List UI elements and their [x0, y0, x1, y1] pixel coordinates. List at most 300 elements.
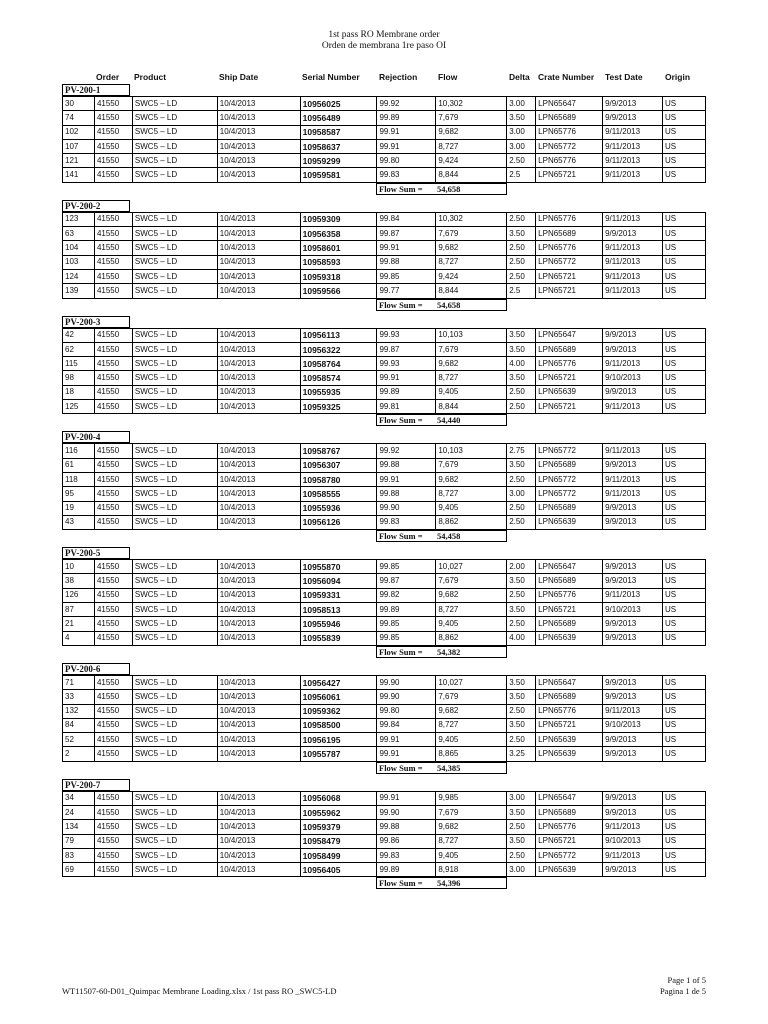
test-date-cell: 9/9/2013: [603, 574, 663, 588]
delta-cell: 3.50: [507, 342, 536, 356]
position-cell: 83: [63, 848, 95, 862]
test-date-cell: 9/11/2013: [603, 139, 663, 153]
rejection-cell: 99.93: [377, 357, 436, 371]
rejection-cell: 99.92: [377, 97, 436, 111]
product-cell: SWC5 – LD: [132, 515, 217, 529]
crate-number-cell: LPN65689: [536, 690, 603, 704]
order-cell: 41550: [94, 139, 132, 153]
flow-sum-label: Flow Sum =: [379, 878, 423, 889]
test-date-cell: 9/9/2013: [603, 111, 663, 125]
origin-cell: US: [663, 574, 706, 588]
delta-cell: 3.50: [507, 227, 536, 241]
delta-cell: 3.00: [507, 97, 536, 111]
table-row: [63, 603, 706, 617]
test-date-cell: 9/9/2013: [603, 501, 663, 515]
test-date-cell: 9/10/2013: [603, 371, 663, 385]
order-cell: 41550: [94, 515, 132, 529]
ship-date-cell: 10/4/2013: [217, 515, 300, 529]
position-cell: 115: [63, 357, 95, 371]
vessel-group-label: PV-200-5: [62, 547, 130, 559]
table-row: [63, 834, 706, 848]
table-row: [63, 385, 706, 399]
serial-number-cell: 10956307: [300, 458, 377, 472]
origin-cell: US: [662, 444, 705, 458]
origin-cell: US: [663, 791, 706, 805]
table-row: [63, 212, 706, 226]
ship-date-cell: 10/4/2013: [217, 400, 300, 414]
rejection-cell: 99.83: [377, 168, 436, 182]
position-cell: 84: [63, 718, 95, 732]
order-cell: 41550: [94, 791, 132, 805]
crate-number-cell: LPN65772: [536, 472, 603, 486]
flow-cell: 9,424: [436, 269, 507, 283]
order-cell: 41550: [94, 472, 132, 486]
crate-number-cell: LPN65647: [536, 328, 603, 342]
col-header-flow: Flow: [438, 72, 458, 82]
table-row: [63, 241, 706, 255]
flow-cell: 10,302: [436, 97, 507, 111]
ship-date-cell: 10/4/2013: [217, 328, 300, 342]
origin-cell: US: [663, 805, 706, 819]
product-cell: SWC5 – LD: [132, 385, 217, 399]
serial-number-cell: 10956427: [300, 675, 377, 689]
serial-number-cell: 10959362: [300, 704, 377, 718]
ship-date-cell: 10/4/2013: [217, 385, 300, 399]
position-cell: 19: [63, 501, 95, 515]
table-row: [63, 704, 706, 718]
test-date-cell: 9/11/2013: [603, 487, 663, 501]
flow-sum-box: [376, 761, 507, 774]
product-cell: SWC5 – LD: [132, 718, 217, 732]
table-row: [63, 848, 706, 862]
flow-cell: 9,405: [436, 733, 507, 747]
test-date-cell: 9/9/2013: [603, 791, 663, 805]
page-number-en: Page 1 of 5: [667, 975, 706, 985]
product-cell: SWC5 – LD: [132, 675, 217, 689]
ship-date-cell: 10/4/2013: [217, 560, 300, 574]
order-cell: 41550: [94, 805, 132, 819]
rejection-cell: 99.87: [377, 342, 436, 356]
position-cell: 74: [63, 111, 95, 125]
delta-cell: 2.50: [507, 385, 536, 399]
test-date-cell: 9/9/2013: [603, 560, 663, 574]
crate-number-cell: LPN65689: [536, 111, 603, 125]
delta-cell: 2.50: [507, 472, 536, 486]
order-cell: 41550: [94, 255, 132, 269]
position-cell: 30: [63, 97, 95, 111]
crate-number-cell: LPN65776: [536, 588, 603, 602]
delta-cell: 2.50: [507, 820, 536, 834]
serial-number-cell: 10958500: [300, 718, 377, 732]
flow-cell: 8,844: [436, 400, 507, 414]
flow-cell: 10,103: [436, 328, 507, 342]
serial-number-cell: 10958780: [300, 472, 377, 486]
vessel-group: [62, 663, 706, 775]
table-row: [63, 631, 706, 645]
table-row: [63, 617, 706, 631]
order-cell: 41550: [94, 97, 132, 111]
ship-date-cell: 10/4/2013: [217, 603, 300, 617]
test-date-cell: 9/11/2013: [603, 212, 663, 226]
ship-date-cell: 10/4/2013: [217, 574, 300, 588]
position-cell: 107: [63, 139, 95, 153]
serial-number-cell: 10959318: [300, 269, 377, 283]
product-cell: SWC5 – LD: [132, 154, 217, 168]
col-header-product: Product: [134, 72, 167, 82]
serial-number-cell: 10959325: [300, 400, 377, 414]
ship-date-cell: 10/4/2013: [217, 487, 300, 501]
rejection-cell: 99.90: [377, 675, 436, 689]
serial-number-cell: 10955839: [300, 631, 377, 645]
origin-cell: US: [663, 631, 706, 645]
crate-number-cell: LPN65772: [536, 848, 603, 862]
ship-date-cell: 10/4/2013: [217, 284, 300, 298]
position-cell: 10: [63, 560, 95, 574]
delta-cell: 2.00: [507, 560, 536, 574]
serial-number-cell: 10958593: [300, 255, 377, 269]
delta-cell: 3.25: [507, 747, 536, 761]
order-cell: 41550: [94, 704, 132, 718]
footer-filename: WT11507-60-D01_Quimpac Membrane Loading.xlsx / 1st pass RO _SWC5-LD: [62, 986, 337, 996]
table-row: [63, 487, 706, 501]
product-cell: SWC5 – LD: [132, 834, 217, 848]
order-cell: 41550: [94, 848, 132, 862]
order-cell: 41550: [94, 227, 132, 241]
ship-date-cell: 10/4/2013: [217, 588, 300, 602]
ship-date-cell: 10/4/2013: [217, 472, 300, 486]
ship-date-cell: 10/4/2013: [217, 255, 300, 269]
crate-number-cell: LPN65776: [536, 357, 603, 371]
ship-date-cell: 10/4/2013: [217, 269, 300, 283]
delta-cell: 2.5: [507, 168, 536, 182]
flow-sum-label: Flow Sum =: [379, 531, 423, 542]
flow-cell: 9,405: [436, 848, 507, 862]
delta-cell: 3.50: [507, 603, 536, 617]
delta-cell: 3.50: [507, 574, 536, 588]
origin-cell: US: [663, 97, 706, 111]
crate-number-cell: LPN65647: [536, 97, 603, 111]
crate-number-cell: LPN65721: [536, 269, 603, 283]
product-cell: SWC5 – LD: [132, 690, 217, 704]
order-cell: 41550: [94, 111, 132, 125]
order-cell: 41550: [94, 269, 132, 283]
ship-date-cell: 10/4/2013: [217, 631, 300, 645]
test-date-cell: 9/11/2013: [603, 820, 663, 834]
flow-cell: 8,844: [436, 168, 507, 182]
crate-number-cell: LPN65772: [536, 255, 603, 269]
origin-cell: US: [662, 472, 705, 486]
table-row: [63, 820, 706, 834]
serial-number-cell: 10956061: [300, 690, 377, 704]
col-header-ship-date: Ship Date: [219, 72, 259, 82]
table-row: [63, 444, 706, 458]
product-cell: SWC5 – LD: [132, 255, 217, 269]
delta-cell: 3.50: [507, 805, 536, 819]
vessel-group-label: PV-200-1: [62, 84, 130, 96]
position-cell: 61: [63, 458, 95, 472]
order-cell: 41550: [94, 444, 132, 458]
flow-cell: 10,027: [436, 675, 507, 689]
flow-cell: 7,679: [436, 111, 507, 125]
order-cell: 41550: [94, 342, 132, 356]
rejection-cell: 99.88: [377, 820, 436, 834]
position-cell: 139: [63, 284, 95, 298]
rejection-cell: 99.81: [377, 400, 436, 414]
position-cell: 103: [63, 255, 95, 269]
rejection-cell: 99.89: [377, 111, 436, 125]
table-row: [63, 515, 706, 529]
position-cell: 71: [63, 675, 95, 689]
flow-sum-row: [62, 530, 706, 543]
rejection-cell: 99.85: [377, 617, 436, 631]
product-cell: SWC5 – LD: [132, 704, 217, 718]
table-row: [63, 255, 706, 269]
ship-date-cell: 10/4/2013: [217, 357, 300, 371]
origin-cell: US: [663, 385, 706, 399]
table-row: [63, 342, 706, 356]
order-cell: 41550: [94, 385, 132, 399]
table-row: [63, 154, 706, 168]
column-header-row: [0, 72, 768, 84]
position-cell: 126: [63, 588, 95, 602]
test-date-cell: 9/9/2013: [603, 617, 663, 631]
flow-cell: 8,862: [436, 515, 507, 529]
test-date-cell: 9/10/2013: [603, 603, 663, 617]
delta-cell: 3.50: [507, 675, 536, 689]
delta-cell: 3.00: [507, 139, 536, 153]
origin-cell: US: [663, 675, 706, 689]
flow-sum-row: [62, 646, 706, 659]
vessel-group-label: PV-200-2: [62, 200, 130, 212]
rejection-cell: 99.86: [377, 834, 436, 848]
footer-page-info: [660, 975, 706, 997]
product-cell: SWC5 – LD: [132, 603, 217, 617]
rejection-cell: 99.89: [377, 863, 436, 877]
order-cell: 41550: [94, 371, 132, 385]
delta-cell: 3.50: [507, 111, 536, 125]
origin-cell: US: [663, 718, 706, 732]
order-cell: 41550: [94, 834, 132, 848]
origin-cell: US: [663, 560, 706, 574]
flow-cell: 10,302: [436, 212, 507, 226]
delta-cell: 3.00: [507, 863, 536, 877]
test-date-cell: 9/9/2013: [603, 733, 663, 747]
table-row: [63, 284, 706, 298]
delta-cell: 2.5: [507, 284, 536, 298]
rejection-cell: 99.84: [377, 212, 436, 226]
test-date-cell: 9/9/2013: [603, 515, 663, 529]
origin-cell: US: [663, 834, 706, 848]
delta-cell: 3.50: [507, 328, 536, 342]
col-header-order: Order: [96, 72, 120, 82]
origin-cell: US: [663, 400, 706, 414]
rejection-cell: 99.88: [377, 458, 436, 472]
flow-cell: 9,682: [436, 357, 507, 371]
order-cell: 41550: [94, 820, 132, 834]
table-row: [63, 675, 706, 689]
origin-cell: US: [663, 371, 706, 385]
flow-cell: 10,103: [436, 444, 507, 458]
delta-cell: 2.50: [507, 501, 536, 515]
order-cell: 41550: [94, 487, 132, 501]
test-date-cell: 9/11/2013: [603, 588, 663, 602]
rejection-cell: 99.91: [377, 241, 436, 255]
position-cell: 24: [63, 805, 95, 819]
delta-cell: 2.50: [507, 154, 536, 168]
serial-number-cell: 10955787: [300, 747, 377, 761]
serial-number-cell: 10956094: [300, 574, 377, 588]
rejection-cell: 99.87: [377, 574, 436, 588]
rejection-cell: 99.91: [377, 139, 436, 153]
product-cell: SWC5 – LD: [132, 139, 217, 153]
table-row: [63, 227, 706, 241]
table-row: [63, 97, 706, 111]
product-cell: SWC5 – LD: [132, 733, 217, 747]
delta-cell: 2.50: [507, 400, 536, 414]
membrane-table: [62, 443, 706, 530]
order-cell: 41550: [94, 125, 132, 139]
product-cell: SWC5 – LD: [132, 848, 217, 862]
origin-cell: US: [662, 487, 705, 501]
test-date-cell: 9/11/2013: [603, 255, 663, 269]
pressure-vessel-groups: [62, 84, 706, 894]
order-cell: 41550: [94, 284, 132, 298]
test-date-cell: 9/10/2013: [603, 718, 663, 732]
ship-date-cell: 10/4/2013: [217, 848, 300, 862]
flow-cell: 8,727: [436, 255, 507, 269]
test-date-cell: 9/11/2013: [603, 168, 663, 182]
table-row: [63, 472, 706, 486]
position-cell: 104: [63, 241, 95, 255]
rejection-cell: 99.91: [377, 371, 436, 385]
product-cell: SWC5 – LD: [132, 805, 217, 819]
position-cell: 141: [63, 168, 95, 182]
table-row: [63, 400, 706, 414]
serial-number-cell: 10955962: [300, 805, 377, 819]
product-cell: SWC5 – LD: [132, 588, 217, 602]
order-cell: 41550: [94, 603, 132, 617]
table-row: [63, 560, 706, 574]
table-row: [63, 690, 706, 704]
rejection-cell: 99.85: [377, 560, 436, 574]
test-date-cell: 9/11/2013: [603, 284, 663, 298]
product-cell: SWC5 – LD: [132, 284, 217, 298]
origin-cell: US: [663, 820, 706, 834]
crate-number-cell: LPN65639: [536, 747, 603, 761]
table-row: [63, 574, 706, 588]
serial-number-cell: 10959566: [300, 284, 377, 298]
rejection-cell: 99.90: [377, 501, 436, 515]
flow-sum-label: Flow Sum =: [379, 762, 423, 773]
position-cell: 4: [63, 631, 95, 645]
flow-sum-value: 54,396: [437, 878, 461, 889]
table-row: [63, 733, 706, 747]
product-cell: SWC5 – LD: [132, 227, 217, 241]
origin-cell: US: [663, 139, 706, 153]
position-cell: 79: [63, 834, 95, 848]
product-cell: SWC5 – LD: [132, 371, 217, 385]
order-cell: 41550: [94, 357, 132, 371]
crate-number-cell: LPN65721: [536, 284, 603, 298]
delta-cell: 2.50: [507, 704, 536, 718]
ship-date-cell: 10/4/2013: [217, 704, 300, 718]
position-cell: 121: [63, 154, 95, 168]
serial-number-cell: 10958767: [300, 444, 377, 458]
membrane-table: [62, 328, 706, 415]
order-cell: 41550: [94, 154, 132, 168]
ship-date-cell: 10/4/2013: [217, 863, 300, 877]
delta-cell: 3.50: [507, 458, 536, 472]
flow-cell: 7,679: [436, 227, 507, 241]
product-cell: SWC5 – LD: [132, 617, 217, 631]
position-cell: 123: [63, 212, 95, 226]
table-row: [63, 588, 706, 602]
crate-number-cell: LPN65776: [536, 820, 603, 834]
ship-date-cell: 10/4/2013: [217, 718, 300, 732]
ship-date-cell: 10/4/2013: [217, 501, 300, 515]
flow-cell: 9,405: [436, 501, 507, 515]
test-date-cell: 9/9/2013: [603, 675, 663, 689]
table-row: [63, 718, 706, 732]
crate-number-cell: LPN65689: [536, 342, 603, 356]
serial-number-cell: 10959309: [300, 212, 377, 226]
order-cell: 41550: [94, 631, 132, 645]
origin-cell: US: [663, 227, 706, 241]
test-date-cell: 9/9/2013: [603, 97, 663, 111]
flow-cell: 7,679: [436, 690, 507, 704]
position-cell: 124: [63, 269, 95, 283]
product-cell: SWC5 – LD: [132, 820, 217, 834]
crate-number-cell: LPN65721: [536, 718, 603, 732]
flow-cell: 9,985: [436, 791, 507, 805]
ship-date-cell: 10/4/2013: [217, 820, 300, 834]
table-row: [63, 111, 706, 125]
product-cell: SWC5 – LD: [132, 241, 217, 255]
delta-cell: 3.00: [507, 791, 536, 805]
flow-sum-value: 54,440: [437, 415, 461, 426]
crate-number-cell: LPN65647: [536, 560, 603, 574]
rejection-cell: 99.87: [377, 227, 436, 241]
test-date-cell: 9/10/2013: [603, 834, 663, 848]
flow-sum-box: [376, 413, 507, 426]
delta-cell: 3.50: [507, 371, 536, 385]
position-cell: 132: [63, 704, 95, 718]
origin-cell: US: [663, 617, 706, 631]
flow-sum-value: 54,658: [437, 299, 461, 310]
flow-cell: 7,679: [436, 458, 507, 472]
crate-number-cell: LPN65689: [536, 458, 603, 472]
delta-cell: 2.50: [507, 617, 536, 631]
serial-number-cell: 10955946: [300, 617, 377, 631]
rejection-cell: 99.90: [377, 690, 436, 704]
origin-cell: US: [663, 704, 706, 718]
delta-cell: 2.50: [507, 848, 536, 862]
serial-number-cell: 10956195: [300, 733, 377, 747]
origin-cell: US: [663, 284, 706, 298]
document-title: 1st pass RO Membrane order: [328, 30, 440, 40]
rejection-cell: 99.89: [377, 603, 436, 617]
position-cell: 95: [63, 487, 95, 501]
origin-cell: US: [663, 848, 706, 862]
vessel-group-label: PV-200-4: [62, 431, 130, 443]
serial-number-cell: 10958764: [300, 357, 377, 371]
order-cell: 41550: [94, 241, 132, 255]
test-date-cell: 9/9/2013: [603, 342, 663, 356]
crate-number-cell: LPN65721: [536, 168, 603, 182]
flow-sum-row: [62, 414, 706, 427]
test-date-cell: 9/9/2013: [603, 690, 663, 704]
crate-number-cell: LPN65689: [536, 227, 603, 241]
